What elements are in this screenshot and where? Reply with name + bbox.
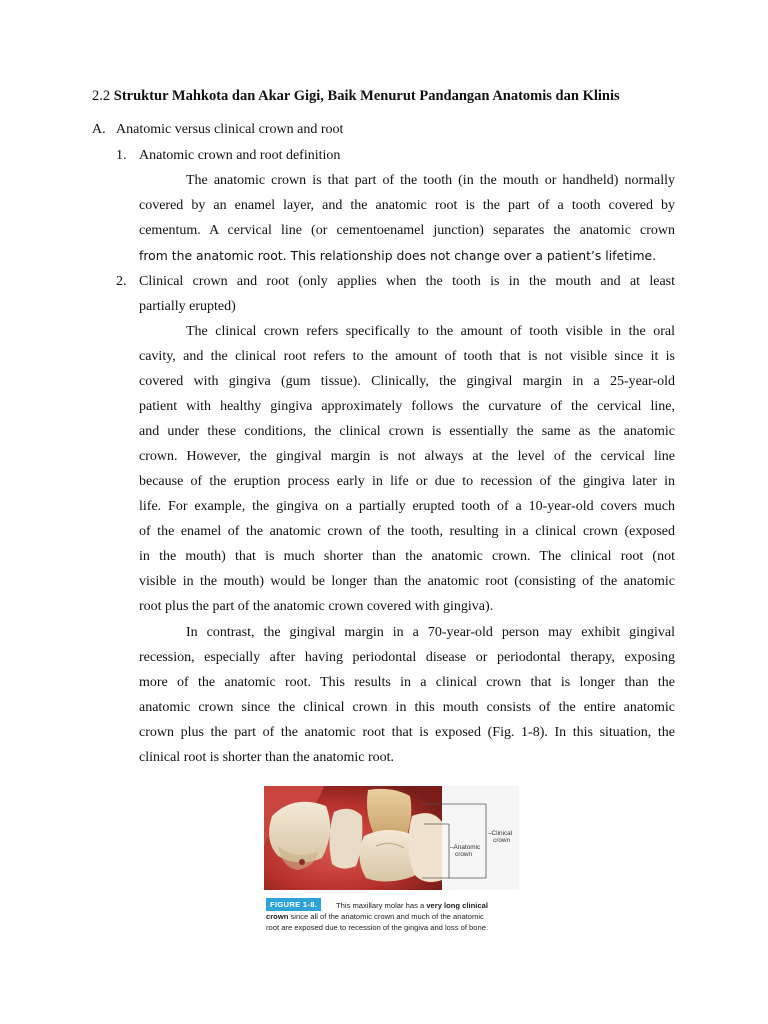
para1-line: in the mouth) that is much shorter than the anatomic crown. The clinical root (not bbox=[139, 549, 675, 564]
para2-line: crown plus the part of the anatomic root that is exposed (Fig. 1-8). In this situation, the bbox=[139, 725, 675, 740]
para1-line: crown. However, the gingival margin is not always at the level of the cervical line bbox=[139, 449, 675, 464]
para2-line: In contrast, the gingival margin in a 70-year-old person may exhibit gingival bbox=[186, 625, 675, 640]
item1-line: from the anatomic root. This relationship does not change over a patient’s lifetime. bbox=[139, 248, 657, 263]
section-a-label: A. bbox=[92, 122, 106, 137]
item2-title: Clinical crown and root (only applies when the tooth is in the mouth and at least bbox=[139, 274, 675, 289]
figure-caption-line: crown since all of the anatomic crown and much of the anatomic bbox=[266, 912, 484, 921]
para2-line: more of the anatomic root. This results in a clinical crown that is longer than the bbox=[139, 675, 675, 690]
para1-line: because of the eruption process early in life or due to recession of the gingiva later in bbox=[139, 474, 675, 489]
heading-title: Struktur Mahkota dan Akar Gigi, Baik Menurut Pandangan Anatomis dan Klinis bbox=[113, 88, 620, 104]
para1-line: root plus the part of the anatomic crown covered with gingiva). bbox=[139, 599, 494, 614]
para1-line: of the enamel of the anatomic crown of the tooth, resulting in a clinical crown (exposed bbox=[139, 524, 675, 539]
item2-number: 2. bbox=[116, 274, 127, 289]
label-clinical-crown: –Clinical crown bbox=[488, 830, 513, 844]
label-anatomic-crown: –Anatomic crown bbox=[450, 844, 481, 858]
para1-line: The clinical crown refers specifically to the amount of tooth visible in the oral bbox=[186, 324, 675, 339]
item1-title: Anatomic crown and root definition bbox=[139, 148, 341, 163]
figure-caption-line: root are exposed due to recession of the gingiva and loss of bone. bbox=[266, 923, 489, 932]
item2-title-cont: partially erupted) bbox=[139, 299, 236, 314]
molar-photo bbox=[264, 786, 519, 890]
item1-number: 1. bbox=[116, 148, 127, 163]
para1-line: cavity, and the clinical root refers to the amount of tooth that is not visible since it is bbox=[139, 349, 675, 364]
figure-tag: FIGURE 1-8. bbox=[266, 898, 321, 911]
para1-line: covered with gingiva (gum tissue). Clinically, the gingival margin in a 25-year-old bbox=[139, 374, 675, 389]
heading-number: 2.2 bbox=[92, 88, 111, 104]
para1-line: and under these conditions, the clinical crown is essentially the same as the anatomic bbox=[139, 424, 675, 439]
item1-line: The anatomic crown is that part of the tooth (in the mouth or handheld) normally bbox=[186, 173, 675, 188]
para1-line: patient with healthy gingiva approximately follows the curvature of the cervical line, bbox=[139, 399, 675, 414]
molar-illustration bbox=[264, 786, 519, 890]
para2-line: anatomic crown since the clinical crown in this mouth consists of the entire anatomic bbox=[139, 700, 675, 715]
item1-line: covered by an enamel layer, and the anatomic root is the part of a tooth covered by bbox=[139, 198, 675, 213]
figure-1-8 bbox=[264, 786, 526, 936]
para1-line: visible in the mouth) would be longer than the anatomic root (consisting of the anatomic bbox=[139, 574, 675, 589]
para2-line: recession, especially after having periodontal disease or periodontal therapy, exposing bbox=[139, 650, 675, 665]
section-heading bbox=[92, 88, 620, 105]
item1-line: cementum. A cervical line (or cementoenamel junction) separates the anatomic crown bbox=[139, 223, 675, 238]
figure-caption-line: This maxillary molar has a very long clinical bbox=[336, 901, 488, 910]
section-a-title: Anatomic versus clinical crown and root bbox=[116, 122, 344, 137]
para2-line: clinical root is shorter than the anatomic root. bbox=[139, 750, 395, 765]
para1-line: life. For example, the gingiva on a partially erupted tooth of a 10-year-old covers much bbox=[139, 499, 675, 514]
